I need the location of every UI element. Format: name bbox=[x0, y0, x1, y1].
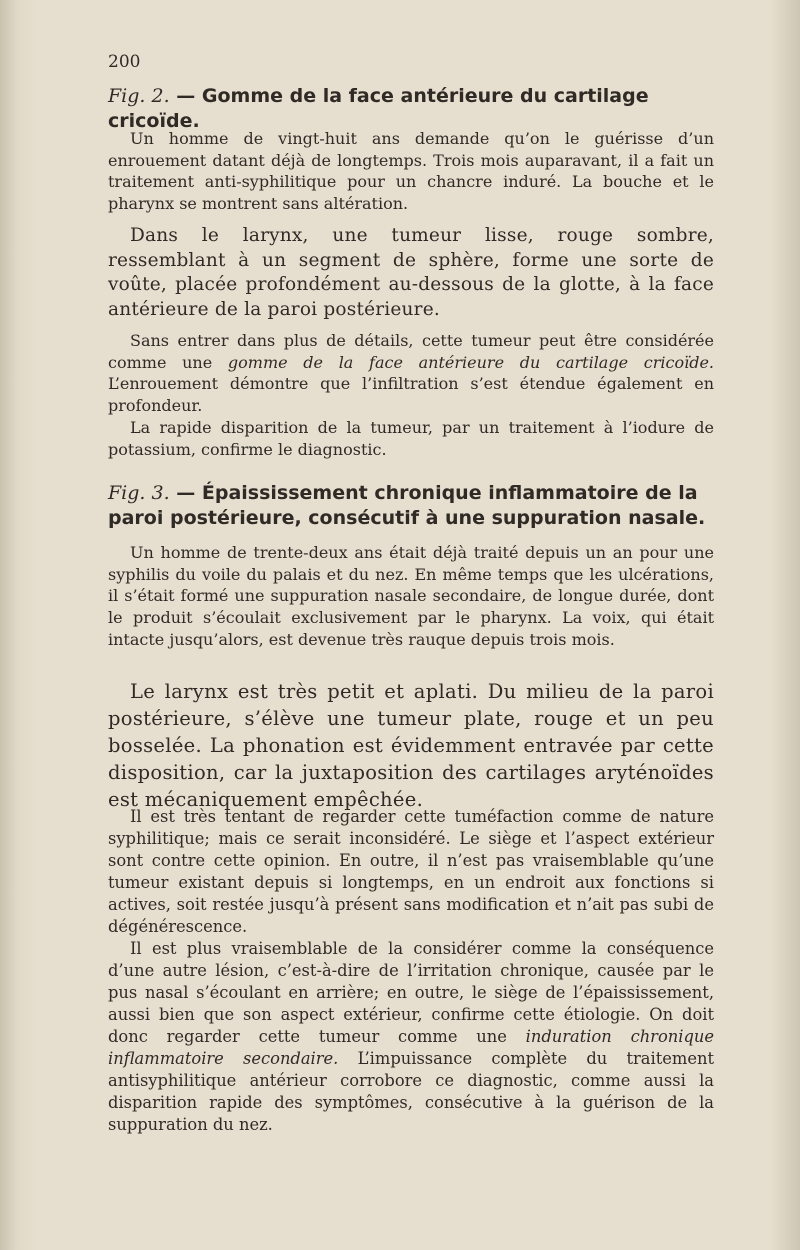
fig2-p3-text-end: L’enrouement démontre que l’infiltration s’est étendue également en profondeur. bbox=[108, 374, 714, 416]
page-number: 200 bbox=[108, 52, 141, 72]
fig3-title: Épaississement chronique inflammatoire de la paroi postérieure, consécutif à une suppuration nasale. bbox=[108, 482, 706, 529]
fig3-p4-text-end: L’impuissance complète du traitement antisyphilitique antérieur corrobore ce diagnostic, comme aussi la disparition rapide des symptômes, consécutive à la guérison de la suppuration du nez. bbox=[108, 1049, 714, 1134]
fig3-paragraph-4 bbox=[108, 938, 714, 1136]
fig3-dash: — bbox=[169, 482, 202, 504]
fig2-heading bbox=[108, 84, 714, 134]
fig3-p4-emphasis: induration chronique inflammatoire secondaire. bbox=[108, 1027, 715, 1068]
fig3-paragraph-3: Il est très tentant de regarder cette tuméfaction comme de nature syphilitique; mais ce serait inconsidéré. Le siège et l’aspect extérieur sont contre cette opinion. En outre, il n’est pas vraisemblable qu’une tumeur existant depuis si longtemps, en un endroit aux fonctions si actives, soit restée jusqu’à présent sans modification et n’ait pas subi de dégénérescence. bbox=[108, 807, 714, 936]
fig2-p3-text: Sans entrer dans plus de détails, cette tumeur peut être considérée comme une bbox=[108, 331, 714, 372]
fig2-paragraph-2: Dans le larynx, une tumeur lisse, rouge sombre, ressemblant à un segment de sphère, forme une sorte de voûte, placée profondément au-dessous de la glotte, à la face antérieure de la paroi postérieure. bbox=[108, 225, 714, 321]
fig3-p4-text: Il est plus vraisemblable de la considérer comme la conséquence d’une autre lésion, c’est-à-dire de l’irritation chronique, causée par le pus nasal s’écoulant en arrière; en outre, le siège de l’épaississement, aussi bien que son aspect extérieur, confirme cette étiologie. On doit donc regarder cette tumeur comme une bbox=[108, 939, 714, 1046]
fig3-label: Fig. 3. bbox=[108, 482, 170, 504]
fig2-section bbox=[108, 128, 714, 215]
fig2-title: Gomme de la face antérieure du cartilage cricoïde. bbox=[108, 85, 649, 132]
fig2-p3-emphasis: gomme de la face antérieure du cartilage cricoïde. bbox=[227, 352, 714, 372]
fig2-label: Fig. 2. bbox=[108, 85, 170, 107]
fig2-paragraph-3 bbox=[108, 330, 714, 417]
fig3-paragraph-2: Le larynx est très petit et aplati. Du milieu de la paroi postérieure, s’élève une tumeur plate, rouge et un peu bosselée. La phonation est évidemment entravée par cette disposition, car la juxtaposition des cartilages aryténoïdes est mécaniquement empêchée. bbox=[108, 680, 714, 811]
fig2-paragraph-1: Un homme de vingt-huit ans demande qu’on le guérisse d’un enrouement datant déjà de longtemps. Trois mois auparavant, il a fait un traitement anti-syphilitique pour un chancre induré. La bouche et le pharynx se montrent sans altération. bbox=[108, 129, 714, 214]
fig3-paragraph-1: Un homme de trente-deux ans était déjà traité depuis un an pour une syphilis du voile du palais et du nez. En même temps que les ulcérations, il s’était formé une suppuration nasale secondaire, de longue durée, dont le produit s’écoulait exclusivement par le pharynx. La voix, qui était intacte jusqu’alors, est devenue très rauque depuis trois mois. bbox=[108, 543, 714, 649]
fig3-heading bbox=[108, 481, 714, 531]
fig2-paragraph-4: La rapide disparition de la tumeur, par un traitement à l’iodure de potassium, confirme le diagnostic. bbox=[108, 417, 714, 459]
fig2-dash: — bbox=[169, 85, 202, 107]
